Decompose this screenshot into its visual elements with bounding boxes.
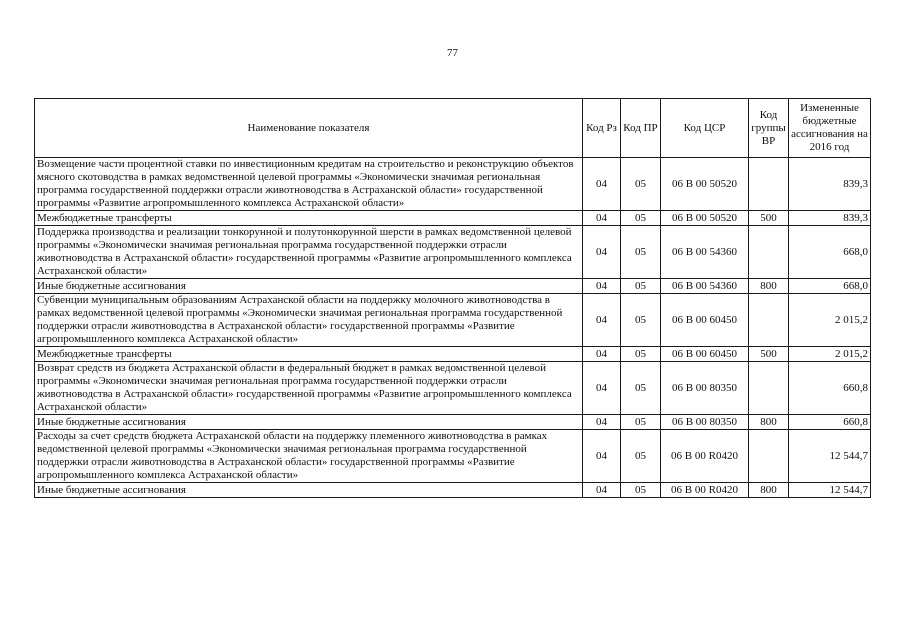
table-row <box>35 279 871 294</box>
row-pr: 05 <box>621 430 661 483</box>
row-amount: 660,8 <box>789 362 871 415</box>
row-csr: 06 В 00 50520 <box>661 158 749 211</box>
row-vr: 500 <box>749 347 789 362</box>
row-rz: 04 <box>583 415 621 430</box>
row-pr: 05 <box>621 211 661 226</box>
header-pr: Код ПР <box>621 99 661 158</box>
row-amount: 12 544,7 <box>789 430 871 483</box>
row-name: Возмещение части процентной ставки по инвестиционным кредитам на строительство и реконструкцию объектов мясного скотоводства в рамках ведомственной целевой программы «Экономически значимая региональная программа государственной поддержки отрасли животноводства в Астраханской области» государственной программы «Развитие агропромышленного комплекса Астраханской области» <box>35 158 583 211</box>
row-csr: 06 В 00 60450 <box>661 347 749 362</box>
row-rz: 04 <box>583 158 621 211</box>
table-header-row <box>35 99 871 158</box>
header-rz: Код Рз <box>583 99 621 158</box>
row-vr: 800 <box>749 279 789 294</box>
row-amount: 660,8 <box>789 415 871 430</box>
table-row <box>35 158 871 211</box>
table-row <box>35 211 871 226</box>
row-rz: 04 <box>583 294 621 347</box>
row-name: Иные бюджетные ассигнования <box>35 415 583 430</box>
row-vr: 800 <box>749 483 789 498</box>
row-name: Расходы за счет средств бюджета Астраханской области на поддержку племенного животноводства в рамках ведомственной целевой программы «Экономически значимая региональная программа государственной поддержки отрасли животноводства в Астраханской области» государственной программы «Развитие агропромышленного комплекса Астраханской области» <box>35 430 583 483</box>
row-name: Межбюджетные трансферты <box>35 211 583 226</box>
row-csr: 06 В 00 60450 <box>661 294 749 347</box>
row-vr <box>749 294 789 347</box>
row-pr: 05 <box>621 279 661 294</box>
row-rz: 04 <box>583 430 621 483</box>
row-csr: 06 В 00 50520 <box>661 211 749 226</box>
table-row <box>35 483 871 498</box>
row-csr: 06 В 00 80350 <box>661 362 749 415</box>
header-amount: Измененные бюджетные ассигнования на 2016 год <box>789 99 871 158</box>
table-row <box>35 415 871 430</box>
row-amount: 839,3 <box>789 211 871 226</box>
row-vr: 800 <box>749 415 789 430</box>
row-pr: 05 <box>621 347 661 362</box>
row-amount: 12 544,7 <box>789 483 871 498</box>
row-csr: 06 В 00 R0420 <box>661 430 749 483</box>
row-pr: 05 <box>621 226 661 279</box>
row-rz: 04 <box>583 362 621 415</box>
row-rz: 04 <box>583 211 621 226</box>
row-vr <box>749 226 789 279</box>
row-name: Возврат средств из бюджета Астраханской области в федеральный бюджет в рамках ведомственной целевой программы «Экономически значимая региональная программа государственной поддержки отрасли животноводства в Астраханской области» государственной программы «Развитие агропромышленного комплекса Астраханской области» <box>35 362 583 415</box>
row-pr: 05 <box>621 158 661 211</box>
row-rz: 04 <box>583 226 621 279</box>
row-pr: 05 <box>621 362 661 415</box>
row-name: Иные бюджетные ассигнования <box>35 483 583 498</box>
row-csr: 06 В 00 54360 <box>661 226 749 279</box>
row-rz: 04 <box>583 279 621 294</box>
row-csr: 06 В 00 54360 <box>661 279 749 294</box>
table-row <box>35 294 871 347</box>
table-row <box>35 362 871 415</box>
budget-allocations-table <box>34 98 871 498</box>
row-rz: 04 <box>583 483 621 498</box>
header-vr: Код группы ВР <box>749 99 789 158</box>
row-amount: 839,3 <box>789 158 871 211</box>
row-rz: 04 <box>583 347 621 362</box>
row-pr: 05 <box>621 415 661 430</box>
row-amount: 668,0 <box>789 279 871 294</box>
header-csr: Код ЦСР <box>661 99 749 158</box>
page-number: 77 <box>447 47 458 59</box>
row-vr <box>749 430 789 483</box>
row-pr: 05 <box>621 483 661 498</box>
table-row <box>35 226 871 279</box>
row-amount: 668,0 <box>789 226 871 279</box>
row-name: Субвенции муниципальным образованиям Астраханской области на поддержку молочного животноводства в рамках ведомственной целевой программы «Экономически значимая региональная программа государственной поддержки отрасли животноводства в Астраханской области» государственной программы «Развитие агропромышленного комплекса Астраханской области» <box>35 294 583 347</box>
row-amount: 2 015,2 <box>789 294 871 347</box>
row-pr: 05 <box>621 294 661 347</box>
row-csr: 06 В 00 R0420 <box>661 483 749 498</box>
row-amount: 2 015,2 <box>789 347 871 362</box>
row-name: Поддержка производства и реализации тонкорунной и полутонкорунной шерсти в рамках ведомственной целевой программы «Экономически значимая региональная программа государственной поддержки отрасли животноводства в Астраханской области» государственной программы «Развитие агропромышленного комплекса Астраханской области» <box>35 226 583 279</box>
row-name: Межбюджетные трансферты <box>35 347 583 362</box>
row-csr: 06 В 00 80350 <box>661 415 749 430</box>
row-vr <box>749 362 789 415</box>
row-name: Иные бюджетные ассигнования <box>35 279 583 294</box>
header-name: Наименование показателя <box>35 99 583 158</box>
table-row <box>35 430 871 483</box>
row-vr: 500 <box>749 211 789 226</box>
row-vr <box>749 158 789 211</box>
table-row <box>35 347 871 362</box>
